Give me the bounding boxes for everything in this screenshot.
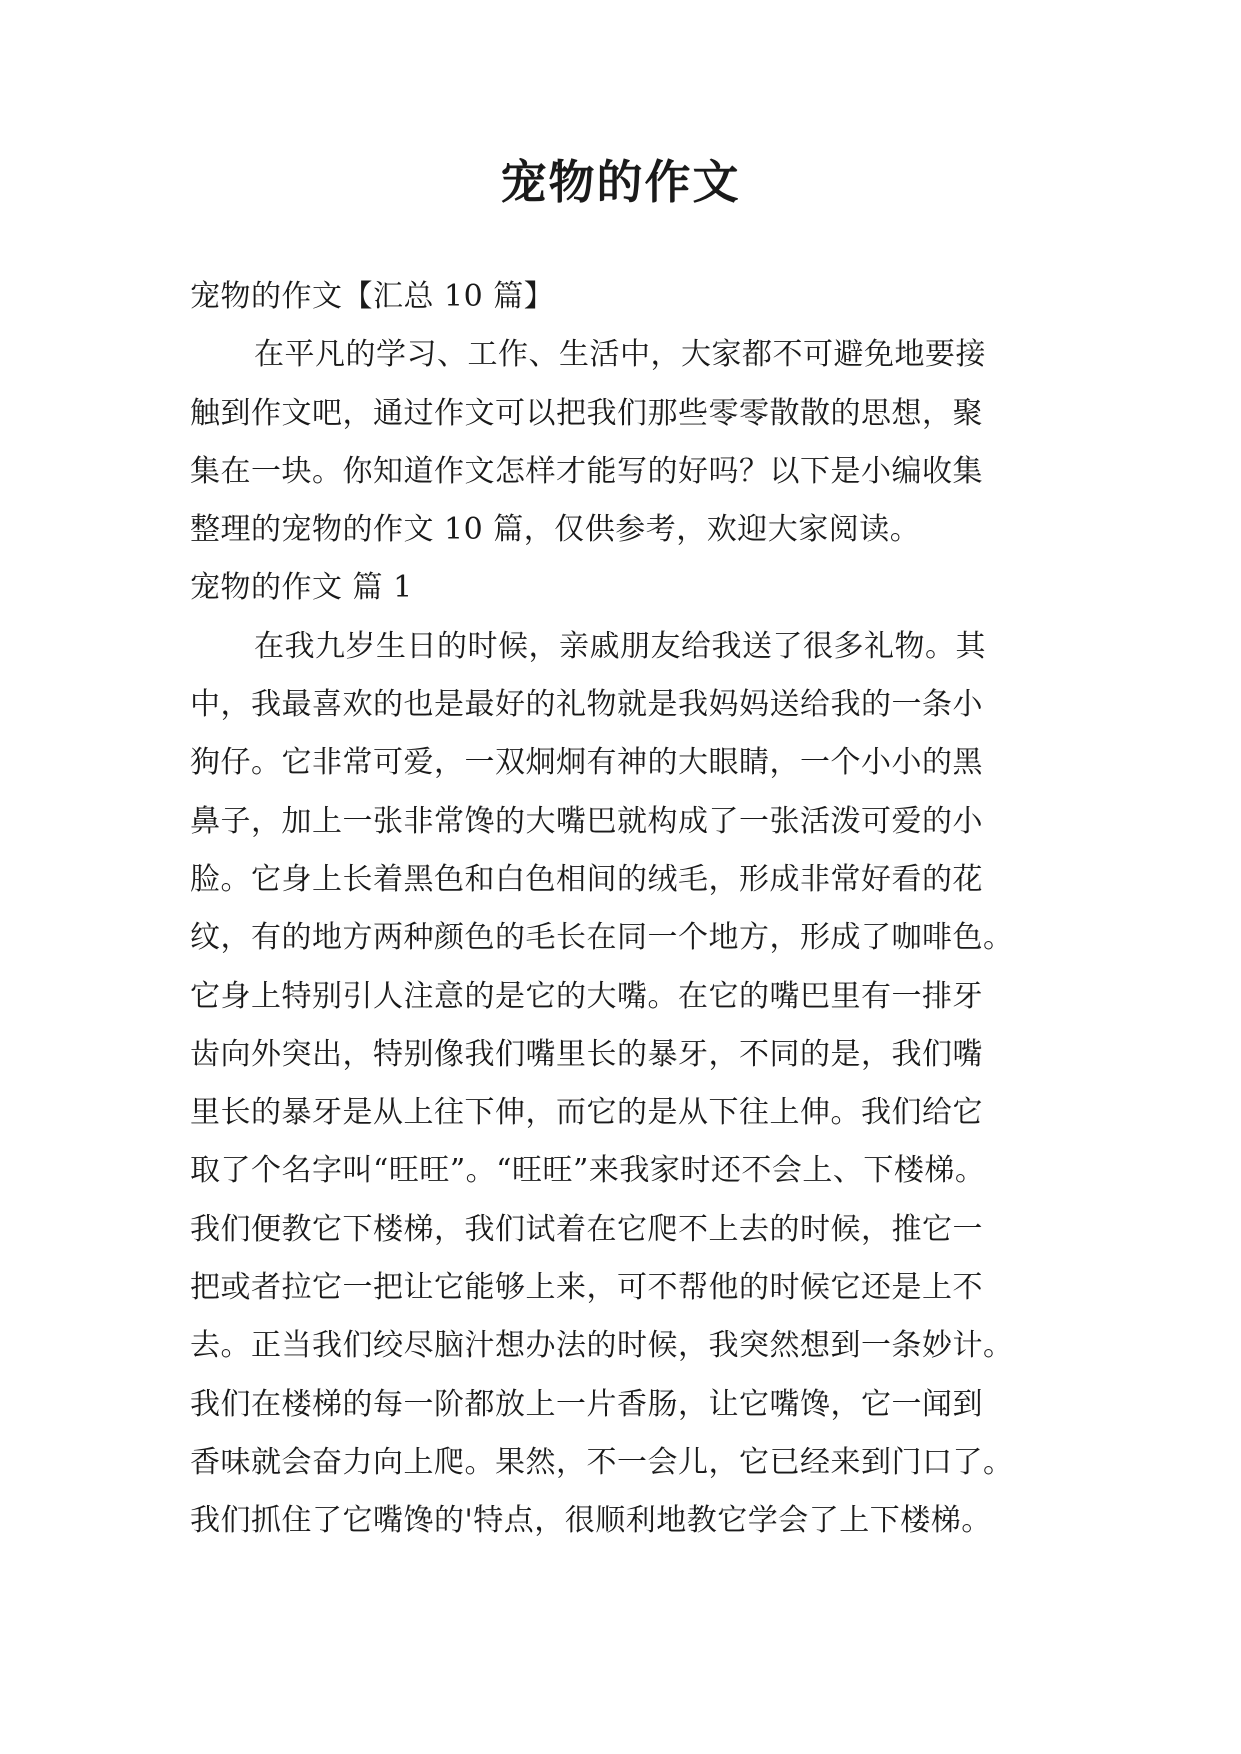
paragraph-line: 我们便教它下楼梯，我们试着在它爬不上去的时候，推它一 <box>190 1211 983 1247</box>
paragraph-line: 它身上特别引人注意的是它的大嘴。在它的嘴巴里有一排牙 <box>190 978 983 1014</box>
paragraph-line: 触到作文吧，通过作文可以把我们那些零零散散的思想，聚 <box>190 395 983 431</box>
section-heading: 宠物的作文 篇 1 <box>190 570 413 606</box>
paragraph-line: 把或者拉它一把让它能够上来，可不帮他的时候它还是上不 <box>190 1270 983 1306</box>
paragraph-line: 脸。它身上长着黑色和白色相间的绒毛，形成非常好看的花 <box>190 861 983 897</box>
subtitle-line: 宠物的作文【汇总 10 篇】 <box>190 279 555 314</box>
paragraph-line: 鼻子，加上一张非常馋的大嘴巴就构成了一张活泼可爱的小 <box>190 803 983 839</box>
paragraph-line: 纹，有的地方两种颜色的毛长在同一个地方，形成了咖啡色。 <box>190 920 1014 956</box>
paragraph-line: 中，我最喜欢的也是最好的礼物就是我妈妈送给我的一条小 <box>190 687 983 723</box>
page-title: 宠物的作文 <box>500 155 741 209</box>
paragraph-line: 在平凡的学习、工作、生活中，大家都不可避免地要接 <box>254 337 986 373</box>
paragraph-line: 狗仔。它非常可爱，一双炯炯有神的大眼睛，一个小小的黑 <box>190 745 983 781</box>
paragraph-line: 香味就会奋力向上爬。果然，不一会儿，它已经来到门口了。 <box>190 1444 1014 1480</box>
paragraph-line: 我们抓住了它嘴馋的'特点，很顺利地教它学会了上下楼梯。 <box>190 1503 992 1539</box>
paragraph-line: 去。正当我们绞尽脑汁想办法的时候，我突然想到一条妙计。 <box>190 1328 1014 1364</box>
paragraph-line: 集在一块。你知道作文怎样才能写的好吗？以下是小编收集 <box>190 453 983 489</box>
paragraph-line: 齿向外突出，特别像我们嘴里长的暴牙，不同的是，我们嘴 <box>190 1036 983 1072</box>
paragraph-line: 里长的暴牙是从上往下伸，而它的是从下往上伸。我们给它 <box>190 1095 983 1131</box>
paragraph-line: 在我九岁生日的时候，亲戚朋友给我送了很多礼物。其 <box>254 628 986 664</box>
paragraph-line: 整理的宠物的作文 10 篇，仅供参考，欢迎大家阅读。 <box>190 512 921 548</box>
document-body <box>190 268 1055 1551</box>
paragraph-line: 我们在楼梯的每一阶都放上一片香肠，让它嘴馋，它一闻到 <box>190 1386 983 1422</box>
paragraph-line: 取了个名字叫“旺旺”。“旺旺”来我家时还不会上、下楼梯。 <box>190 1153 986 1189</box>
